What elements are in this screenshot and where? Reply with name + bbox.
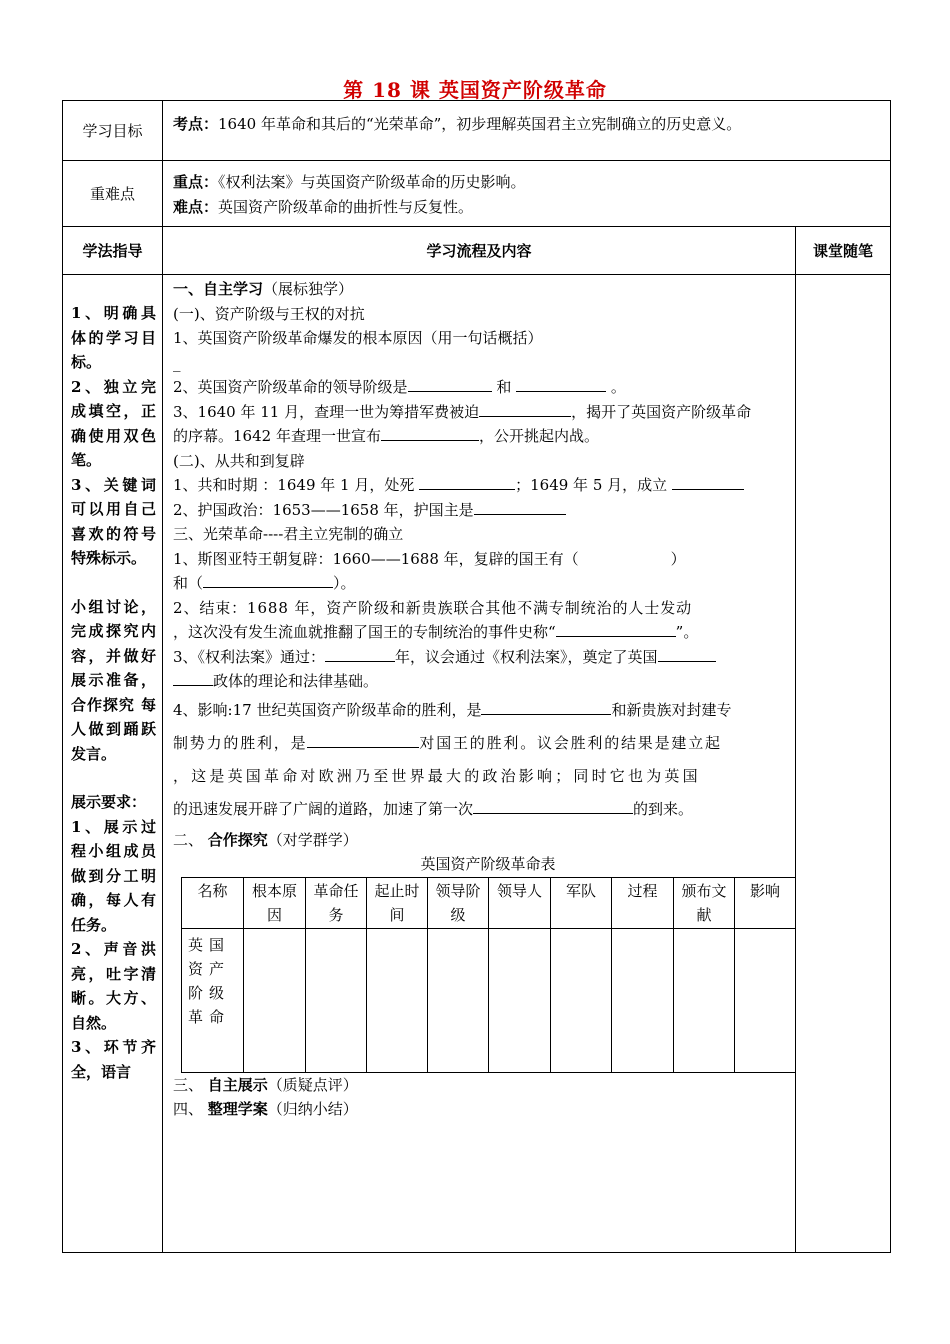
q4-blank-1[interactable] [419,473,515,490]
q9-blank-2[interactable] [307,731,419,748]
nandian-text: 英国资产阶级革命的曲折性与反复性。 [218,198,474,216]
q3-text-3: 的序幕。1642 年查理一世宣布 [173,427,381,445]
q8-blank-1[interactable] [325,645,395,662]
cell-leader[interactable] [489,928,551,1072]
guide-2: 2、独立完成填空，正确使用双色笔。 [71,377,156,469]
q9-blank-1[interactable] [481,698,611,715]
guide-4: 小组讨论，完成探究内容，并做好展示准备，合作探究 每人做到踊跃发言。 [71,597,156,763]
nandian-key: 难点： [173,198,219,216]
q2-blank-1[interactable] [408,375,492,392]
cell-process[interactable] [612,928,674,1072]
q1-blank: _ [173,353,181,372]
q3-text-4: ，公开挑起内战。 [478,427,599,445]
cell-time[interactable] [367,928,428,1072]
revolution-table-row [182,928,796,1072]
cell-document[interactable] [674,928,735,1072]
header-notes: 课堂随笔 [796,227,891,275]
q9-text-7: 的到来。 [633,799,694,818]
q9-text-2: 和新贵族对封建专 [611,700,732,719]
q5-text: 2、护国政治：1653——1658 年，护国主是 [173,500,474,519]
sub2: (二)、从共和到复辟 [173,451,305,470]
guide-7: 2、声音洪亮，吐字清晰。大方、自然。 [71,940,156,1032]
q8-blank-2[interactable] [658,645,716,662]
s3: 三、光荣革命----君主立宪制的确立 [173,525,404,543]
th-impact: 影响 [735,877,796,928]
s4-num: 四、 [173,1100,208,1118]
zhongdian-key: 重点： [173,173,219,191]
q6-text: 1、斯图亚特王朝复辟：1660——1688 年，复辟的国王有（ [173,549,579,568]
q3-blank-2[interactable] [381,424,479,441]
q4-text-2: ；1649 年 5 月，成立 [515,476,672,494]
q2-end: 。 [606,378,626,396]
table-caption: 英国资产阶级革命表 [420,855,556,873]
q8-text-2: 年，议会通过《权利法案》，奠定了英国 [395,647,658,666]
th-cause: 根本原因 [244,877,306,928]
q2-blank-2[interactable] [516,375,606,392]
q4-blank-2[interactable] [672,473,744,490]
row-name: 英国资产阶级革命 [182,928,244,1072]
guide-6: 1、展示过程小组成员做到分工明确，每人有任务。 [71,817,156,934]
q8-text-3: 政体的理论和法律基础。 [213,672,379,690]
s3b-note: （质疑点评） [267,1075,358,1094]
th-class: 领导阶级 [428,877,489,928]
revolution-table [181,877,796,1073]
q1: 1、英国资产阶级革命爆发的根本原因（用一句话概括） [173,329,543,347]
q6-end: ）。 [333,574,356,592]
lesson-plan-table [62,100,891,1253]
q6-blank[interactable] [203,571,333,588]
q3-blank-1[interactable] [479,400,571,417]
s2-note: （对学群学） [267,830,358,849]
objectives-content [163,101,891,161]
q9-text-4: 对国王的胜利。议会胜利的结果是建立起 [419,733,722,752]
kaodian-text: 1640 年革命和其后的“光荣革命”，初步理解英国君主立宪制确立的历史意义。 [218,115,742,133]
q7-text-2: ，这次没有发生流血就推翻了国王的专制统治的事件史称“ [173,623,556,641]
cell-class[interactable] [428,928,489,1072]
q9-text-6: 的迅速发展开辟了广阔的道路，加速了第一次 [173,799,474,818]
guide-1: 1、明确具体的学习目标。 [71,304,156,371]
focus-row [63,161,891,227]
body-row [63,275,891,1253]
s4-note: （归纳小结） [267,1100,358,1118]
q8-text: 3、《权利法案》通过： [173,647,326,666]
q7-blank[interactable] [556,620,676,637]
kaodian-key: 考点： [173,115,219,133]
guide-5: 展示要求： [71,793,147,811]
q5-blank[interactable] [474,498,566,515]
q2-text: 2、英国资产阶级革命的领导阶级是 [173,378,408,396]
cell-impact[interactable] [735,928,796,1072]
study-guide [63,275,163,1253]
guide-8: 3、环节齐全，语言 [71,1038,156,1081]
q3-text: 3、1640 年 11 月，查理一世为筹措军费被迫 [173,402,480,421]
s3b-num: 三、 [173,1075,208,1094]
cell-cause[interactable] [244,928,306,1072]
q7-end: ”。 [675,623,699,641]
class-notes-cell[interactable] [796,275,891,1253]
objectives-label: 学习目标 [63,101,163,161]
s2-title: 合作探究 [207,830,268,849]
header-content: 学习流程及内容 [163,227,796,275]
th-leader: 领导人 [489,877,551,928]
s4-title: 整理学案 [207,1100,268,1118]
q8-blank-3[interactable] [173,669,213,686]
q9-blank-3[interactable] [473,797,633,814]
q9-text-5: ，这是英国革命对欧洲乃至世界最大的政治影响；同时它也为英国 [173,766,701,785]
sub1: (一)、资产阶级与王权的对抗 [173,304,365,323]
zhongdian-text: 《权利法案》与英国资产阶级革命的历史影响。 [218,173,526,191]
s1-title: 一、自主学习 [173,280,264,298]
study-content [163,275,796,1253]
q9-text: 4、影响:17 世纪英国资产阶级革命的胜利，是 [173,700,482,719]
q4-text: 1、共和时期 ：1649 年 1 月，处死 [173,476,420,494]
s2-num: 二、 [173,830,208,849]
focus-label: 重难点 [63,161,163,227]
q9-text-3: 制势力的胜利，是 [173,733,308,752]
th-army: 军队 [551,877,612,928]
q3-text-2: ，揭开了英国资产阶级革命 [571,402,752,421]
cell-army[interactable] [551,928,612,1072]
th-document: 颁布文献 [674,877,735,928]
cell-task[interactable] [306,928,367,1072]
q6-close: ） [670,549,686,568]
th-time: 起止时间 [367,877,428,928]
objectives-row [63,101,891,161]
th-process: 过程 [612,877,674,928]
s3b-title: 自主展示 [207,1075,268,1094]
header-row [63,227,891,275]
q2-and: 和 [491,378,517,396]
guide-3: 3、关键词可以用自己喜欢的符号特殊标示。 [71,475,156,567]
s1-note: （展标独学） [263,280,354,298]
page-title: 第 18 课 英国资产阶级革命 [343,78,607,102]
q7-text: 2、结束：1688 年，资产阶级和新贵族联合其他不满专制统治的人士发动 [173,598,692,617]
th-name: 名称 [182,877,244,928]
header-guide: 学法指导 [63,227,163,275]
revolution-table-header [182,877,796,928]
focus-content [163,161,891,227]
th-task: 革命任务 [306,877,367,928]
q6-and: 和（ [173,574,204,592]
